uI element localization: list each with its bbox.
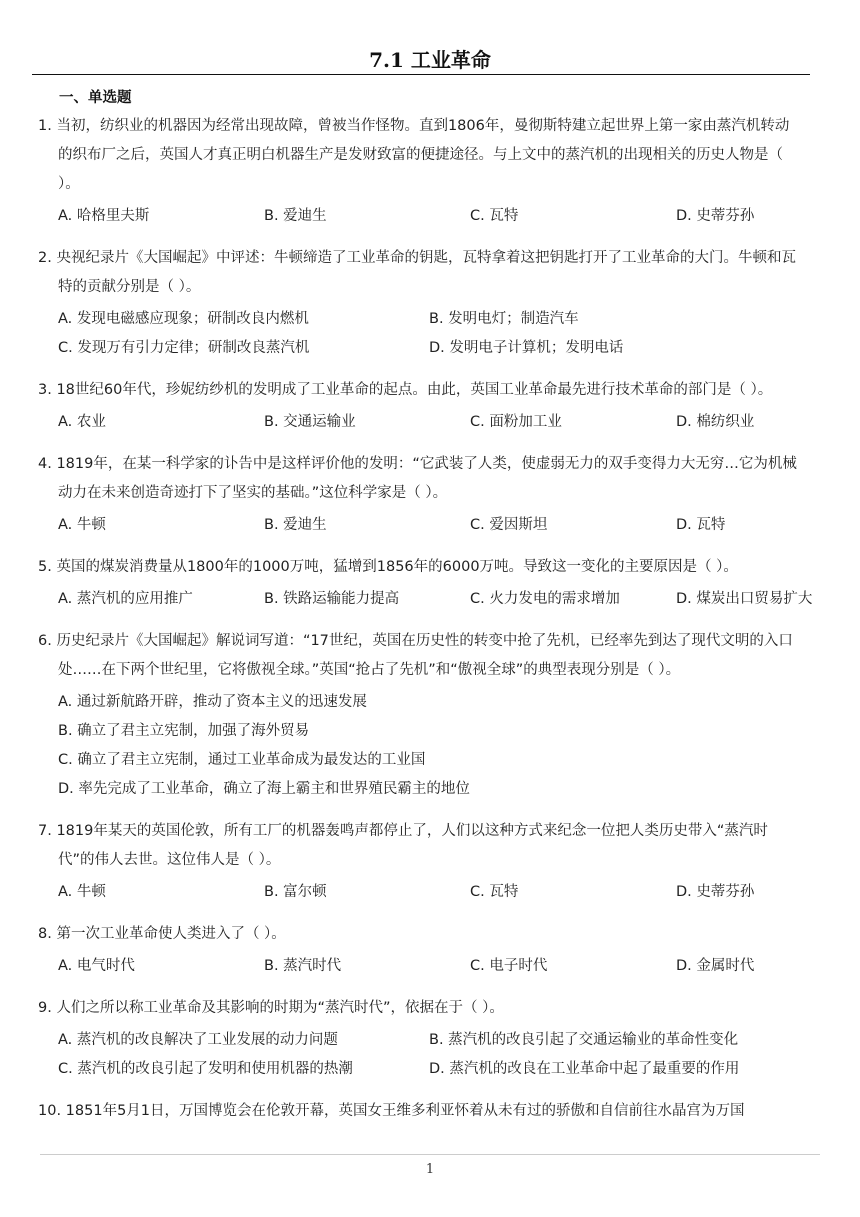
option-a: A. 牛顿	[58, 884, 106, 900]
answer-options	[38, 688, 798, 804]
option-c: C. 确立了君主立宪制，通过工业革命成为最发达的工业国	[58, 752, 426, 768]
option-a: A. 发现电磁感应现象；研制改良内燃机	[58, 311, 309, 327]
option-d: D. 发明电子计算机；发明电话	[429, 340, 624, 356]
option-b: B. 发明电灯；制造汽车	[429, 311, 579, 327]
option-c: C. 蒸汽机的改良引起了发明和使用机器的热潮	[58, 1061, 353, 1077]
option-b: B. 确立了君主立宪制，加强了海外贸易	[58, 723, 310, 739]
option-b: B. 交通运输业	[264, 414, 356, 430]
question-stem: 7. 1819年某天的英国伦敦，所有工厂的机器轰鸣声都停止了，人们以这种方式来纪念一位把人类历史带入“蒸汽时代”的伟人去世。这位伟人是（ ）。	[38, 823, 768, 868]
answer-options	[38, 952, 798, 981]
option-b: B. 蒸汽时代	[264, 958, 342, 974]
option-a: A. 农业	[58, 414, 106, 430]
option-c: C. 瓦特	[470, 208, 519, 224]
question-10	[38, 1097, 798, 1126]
option-d: D. 煤炭出口贸易扩大	[676, 591, 813, 607]
option-d: D. 金属时代	[676, 958, 755, 974]
option-c: C. 火力发电的需求增加	[470, 591, 620, 607]
answer-options	[38, 305, 798, 363]
question-2	[38, 244, 798, 363]
option-a: A. 通过新航路开辟，推动了资本主义的迅速发展	[58, 694, 367, 710]
section-heading: 一、单选题	[59, 90, 132, 106]
option-a: A. 牛顿	[58, 517, 106, 533]
option-b: B. 蒸汽机的改良引起了交通运输业的革命性变化	[429, 1032, 739, 1048]
question-7	[38, 817, 798, 907]
answer-options	[38, 878, 798, 907]
question-9	[38, 994, 798, 1084]
option-a: A. 哈格里夫斯	[58, 208, 150, 224]
option-a: A. 电气时代	[58, 958, 135, 974]
page-number: 1	[425, 1162, 435, 1177]
answer-options	[38, 511, 798, 540]
option-b: B. 爱迪生	[264, 517, 327, 533]
option-d: D. 蒸汽机的改良在工业革命中起了最重要的作用	[429, 1061, 740, 1077]
answer-options	[38, 202, 798, 231]
option-c: C. 面粉加工业	[470, 414, 562, 430]
question-stem: 1. 当初，纺织业的机器因为经常出现故障，曾被当作怪物。直到1806年，曼彻斯特建立起世界上第一家由蒸汽机转动的织布厂之后，英国人才真正明白机器生产是发财致富的便捷途径。与上文中的蒸汽机的出现相关的历史人物是（ ）。	[38, 118, 790, 192]
question-stem: 2. 央视纪录片《大国崛起》中评述：牛顿缔造了工业革命的钥匙，瓦特拿着这把钥匙打开了工业革命的大门。牛顿和瓦特的贡献分别是（ ）。	[38, 250, 796, 295]
question-1	[38, 112, 798, 231]
answer-options	[38, 585, 813, 614]
question-stem: 8. 第一次工业革命使人类进入了（ ）。	[38, 926, 286, 942]
question-6	[38, 627, 798, 804]
option-b: B. 富尔顿	[264, 884, 327, 900]
option-d: D. 史蒂芬孙	[676, 208, 755, 224]
option-c: C. 瓦特	[470, 884, 519, 900]
option-a: A. 蒸汽机的应用推广	[58, 591, 193, 607]
question-stem: 4. 1819年，在某一科学家的讣告中是这样评价他的发明：“它武装了人类，使虚弱无力的双手变得力大无穷…它为机械动力在未来创造奇迹打下了坚实的基础。”这位科学家是（ ）。	[38, 456, 797, 501]
answer-options	[38, 1026, 798, 1084]
option-c: C. 爱因斯坦	[470, 517, 548, 533]
question-stem: 9. 人们之所以称工业革命及其影响的时期为“蒸汽时代”，依据在于（ ）。	[38, 1000, 504, 1016]
question-stem: 10. 1851年5月1日，万国博览会在伦敦开幕，英国女王维多利亚怀着从未有过的骄傲和自信前往水晶宫为万国	[38, 1103, 745, 1119]
question-4	[38, 450, 798, 540]
page-title: 7.1 工业革命	[369, 48, 491, 72]
question-stem: 6. 历史纪录片《大国崛起》解说词写道：“17世纪，英国在历史性的转变中抢了先机，已经率先到达了现代文明的入口处……在下两个世纪里，它将傲视全球。”英国“抢占了先机”和“傲视全球”的典型表现分别是（ ）。	[38, 633, 793, 678]
question-5	[38, 553, 813, 614]
question-3	[38, 376, 798, 437]
option-d: D. 瓦特	[676, 517, 726, 533]
option-a: A. 蒸汽机的改良解决了工业发展的动力问题	[58, 1032, 338, 1048]
title-divider	[32, 74, 810, 75]
option-b: B. 铁路运输能力提高	[264, 591, 400, 607]
question-stem: 5. 英国的煤炭消费量从1800年的1000万吨，猛增到1856年的6000万吨。导致这一变化的主要原因是（ ）。	[38, 559, 738, 575]
option-d: D. 史蒂芬孙	[676, 884, 755, 900]
footer-divider	[40, 1154, 820, 1155]
answer-options	[38, 408, 798, 437]
option-c: C. 电子时代	[470, 958, 548, 974]
option-b: B. 爱迪生	[264, 208, 327, 224]
question-stem: 3. 18世纪60年代，珍妮纺纱机的发明成了工业革命的起点。由此，英国工业革命最先进行技术革命的部门是（ ）。	[38, 382, 773, 398]
option-d: D. 率先完成了工业革命，确立了海上霸主和世界殖民霸主的地位	[58, 781, 470, 797]
option-c: C. 发现万有引力定律；研制改良蒸汽机	[58, 340, 310, 356]
question-8	[38, 920, 798, 981]
option-d: D. 棉纺织业	[676, 414, 755, 430]
question-list	[38, 112, 813, 1139]
